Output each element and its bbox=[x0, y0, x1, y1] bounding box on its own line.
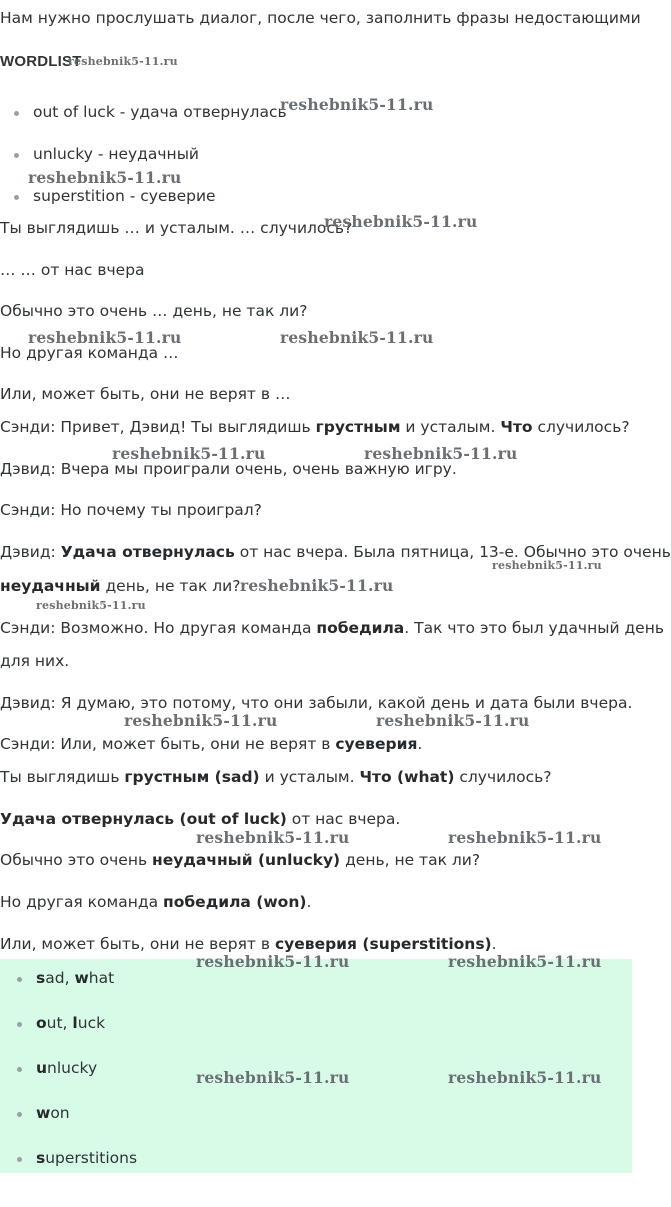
watermark: reshebnik5-11.ru bbox=[68, 55, 178, 68]
watermark: reshebnik5-11.ru bbox=[364, 444, 518, 463]
wordlist-item: superstition - суеверие bbox=[33, 187, 216, 205]
watermark: reshebnik5-11.ru bbox=[28, 168, 182, 187]
wordlist-title: WORDLIST bbox=[0, 53, 82, 70]
dialogue-line: неудачный день, не так ли? bbox=[0, 577, 241, 595]
watermark: reshebnik5-11.ru bbox=[492, 559, 602, 572]
list-bullet bbox=[17, 1112, 22, 1117]
dialogue-line: Дэвид: Я думаю, это потому, что они забыли, какой день и дата были вчера. bbox=[0, 694, 633, 712]
list-bullet bbox=[14, 153, 19, 158]
list-bullet bbox=[14, 195, 19, 200]
completed-sentence: Но другая команда победила (won). bbox=[0, 893, 312, 911]
completed-sentence: Ты выглядишь грустным (sad) и усталым. Что (what) случилось? bbox=[0, 768, 552, 786]
gap-sentence: Обычно это очень … день, не так ли? bbox=[0, 302, 308, 320]
watermark: reshebnik5-11.ru bbox=[36, 599, 146, 612]
list-bullet bbox=[17, 977, 22, 982]
cut-off-text-line bbox=[0, 40, 160, 46]
gap-sentence: Но другая команда … bbox=[0, 344, 179, 362]
watermark: reshebnik5-11.ru bbox=[280, 95, 434, 114]
watermark: reshebnik5-11.ru bbox=[240, 576, 394, 595]
watermark: reshebnik5-11.ru bbox=[196, 952, 350, 971]
answer-item: unlucky bbox=[36, 1059, 98, 1077]
wordlist-item: unlucky - неудачный bbox=[33, 145, 200, 163]
answer-item: out, luck bbox=[36, 1014, 106, 1032]
completed-sentence: Или, может быть, они не верят в суеверия (superstitions). bbox=[0, 935, 497, 953]
dialogue-line: Дэвид: Удача отвернулась от нас вчера. Была пятница, 13-е. Обычно это очень bbox=[0, 543, 671, 561]
gap-sentence: Или, может быть, они не верят в … bbox=[0, 385, 291, 403]
dialogue-line: Сэнди: Но почему ты проиграл? bbox=[0, 501, 262, 519]
list-bullet bbox=[17, 1022, 22, 1027]
answer-item: sad, what bbox=[36, 969, 115, 987]
dialogue-line: Сэнди: Возможно. Но другая команда победила. Так что это был удачный день bbox=[0, 619, 664, 637]
completed-sentence: Обычно это очень неудачный (unlucky) день, не так ли? bbox=[0, 851, 481, 869]
list-bullet bbox=[14, 111, 19, 116]
instruction-text: Нам нужно прослушать диалог, после чего, заполнить фразы недостающими bbox=[0, 9, 641, 27]
list-bullet bbox=[17, 1067, 22, 1072]
gap-sentence: … … от нас вчера bbox=[0, 261, 145, 279]
watermark: reshebnik5-11.ru bbox=[448, 828, 602, 847]
list-bullet bbox=[17, 1157, 22, 1162]
gap-sentence: Ты выглядишь … и усталым. … случилось? bbox=[0, 219, 353, 237]
watermark: reshebnik5-11.ru bbox=[124, 711, 278, 730]
dialogue-line: для них. bbox=[0, 652, 70, 670]
watermark: reshebnik5-11.ru bbox=[112, 444, 266, 463]
watermark: reshebnik5-11.ru bbox=[196, 828, 350, 847]
dialogue-line: Сэнди: Привет, Дэвид! Ты выглядишь грустным и усталым. Что случилось? bbox=[0, 418, 630, 436]
watermark: reshebnik5-11.ru bbox=[28, 328, 182, 347]
dialogue-line: Дэвид: Вчера мы проиграли очень, очень важную игру. bbox=[0, 460, 457, 478]
answer-item: superstitions bbox=[36, 1149, 138, 1167]
wordlist-item: out of luck - удача отвернулась bbox=[33, 103, 287, 121]
watermark: reshebnik5-11.ru bbox=[196, 1068, 350, 1087]
watermark: reshebnik5-11.ru bbox=[376, 711, 530, 730]
watermark: reshebnik5-11.ru bbox=[448, 952, 602, 971]
answer-item: won bbox=[36, 1104, 70, 1122]
watermark: reshebnik5-11.ru bbox=[448, 1068, 602, 1087]
completed-sentence: Удача отвернулась (out of luck) от нас вчера. bbox=[0, 810, 401, 828]
watermark: reshebnik5-11.ru bbox=[324, 212, 478, 231]
watermark: reshebnik5-11.ru bbox=[280, 328, 434, 347]
dialogue-line: Сэнди: Или, может быть, они не верят в суеверия. bbox=[0, 735, 423, 753]
